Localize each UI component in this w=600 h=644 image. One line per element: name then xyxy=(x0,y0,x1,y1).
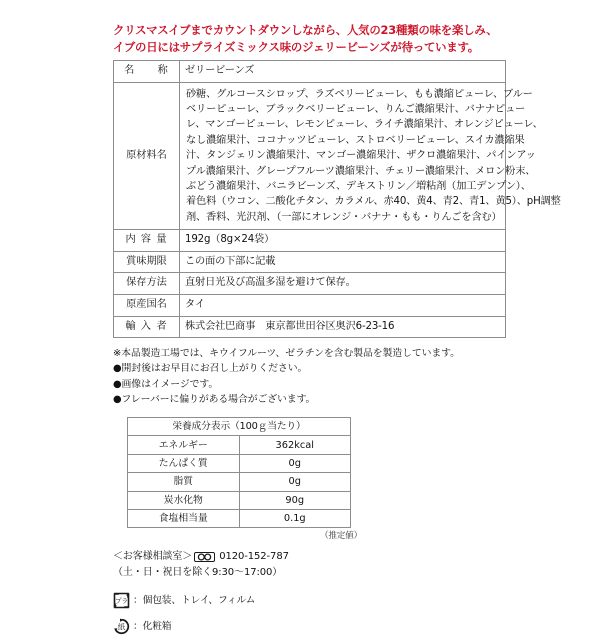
table-row xyxy=(128,454,351,472)
spec-label-importer: 輸 入 者 xyxy=(114,316,180,338)
paper-recycle-icon xyxy=(113,618,130,635)
promo-headline xyxy=(113,0,506,60)
table-row xyxy=(114,316,506,338)
ingredient-line: レ、マンゴーピューレ、レモンピューレ、ライチ濃縮果汁、オレンジピューレ、 xyxy=(186,119,543,131)
spec-value-name: ゼリービーンズ xyxy=(180,61,506,83)
nutrition-label-energy: エネルギー xyxy=(128,436,240,454)
spec-value-content-amount: 192g（8g×24袋） xyxy=(180,230,506,252)
nutrition-value-protein: 0g xyxy=(239,454,351,472)
contact-phone-number[interactable]: 0120-152-787 xyxy=(219,551,289,563)
nutrition-value-salt: 0.1g xyxy=(239,509,351,527)
note-flavor-distribution: ●フレーバーに偏りがある場合がございます。 xyxy=(113,393,316,405)
ingredient-line: 着色料（ウコン、二酸化チタン、カラメル、赤40、黄4、青2、青1、黄5）、pH調整 xyxy=(186,196,561,208)
promo-line-2: イブの日にはサプライズミックス味のジェリービーンズが待っています。 xyxy=(113,40,479,54)
nutrition-label-protein: たんぱく質 xyxy=(128,454,240,472)
table-row xyxy=(114,251,506,273)
ingredient-line: プル濃縮果汁、グレープフルーツ濃縮果汁、チェリー濃縮果汁、メロン粉末、 xyxy=(186,165,536,177)
spec-value-country-of-origin: タイ xyxy=(180,295,506,317)
table-row xyxy=(128,436,351,454)
spec-label-content-amount: 内 容 量 xyxy=(114,230,180,252)
table-row xyxy=(114,230,506,252)
nutrition-label-salt: 食塩相当量 xyxy=(128,509,240,527)
ingredient-line: 剤、香料、光沢剤、（一部にオレンジ・バナナ・もも・りんごを含む） xyxy=(186,211,502,223)
spec-value-best-before: この面の下部に記載 xyxy=(180,251,506,273)
spec-value-ingredients xyxy=(180,82,561,230)
svg-text:紙: 紙 xyxy=(117,622,126,632)
recycle-row-plastic xyxy=(113,592,506,609)
table-row xyxy=(128,473,351,491)
nutrition-footnote: （推定値） xyxy=(320,531,362,542)
spec-label-ingredients: 原材料名 xyxy=(114,82,180,230)
ingredient-line: なし濃縮果汁、ココナッツピューレ、ストロベリーピューレ、スイカ濃縮果 xyxy=(186,134,525,146)
svg-text:プラ: プラ xyxy=(115,597,128,606)
note-image-disclaimer: ●画像はイメージです。 xyxy=(113,378,219,390)
ingredient-line: ベリーピューレ、ブラックベリーピューレ、りんご濃縮果汁、バナナピュー xyxy=(186,104,526,115)
nutrition-value-fat: 0g xyxy=(239,473,351,491)
table-row xyxy=(114,295,506,317)
spec-label-storage: 保存方法 xyxy=(114,273,180,295)
spec-label-name: 名 称 xyxy=(114,61,180,83)
free-dial-icon xyxy=(194,552,215,562)
table-row xyxy=(114,273,506,295)
nutrition-facts-block xyxy=(127,417,351,528)
note-allergen-facility: ※本品製造工場では、キウイフルーツ、ゼラチンを含む製品を製造しています。 xyxy=(113,348,460,360)
contact-label: ＜お客様相談室＞ xyxy=(113,551,193,563)
spec-value-storage: 直射日光及び高温多湿を避けて保存。 xyxy=(180,273,506,295)
note-after-opening: ●開封後はお早目にお召し上がりください。 xyxy=(113,363,308,375)
nutrition-table-header: 栄養成分表示（100ｇ当たり） xyxy=(128,418,351,436)
spec-value-importer: 株式会社巴商事 東京都世田谷区奥沢6-23-16 xyxy=(180,316,506,338)
ingredient-line: 汁、タンジェリン濃縮果汁、マンゴー濃縮果汁、ザクロ濃縮果汁、パインアッ xyxy=(186,150,536,162)
table-row xyxy=(128,509,351,527)
nutrition-value-energy: 362kcal xyxy=(239,436,351,454)
spec-label-country-of-origin: 原産国名 xyxy=(114,295,180,317)
table-row xyxy=(114,61,506,83)
spec-label-best-before: 賞味期限 xyxy=(114,251,180,273)
recycling-marks-block xyxy=(113,592,506,635)
recycle-row-paper xyxy=(113,618,506,635)
contact-phone-row xyxy=(113,549,506,565)
promo-line-1: クリスマスイブまでカウントダウンしながら、人気の23種類の味を楽しみ、 xyxy=(113,23,498,37)
ingredient-line: 砂糖、グルコースシロップ、ラズベリーピューレ、もも濃縮ピューレ、ブルー xyxy=(186,88,533,100)
table-row xyxy=(128,418,351,436)
label-content xyxy=(113,0,561,644)
table-row xyxy=(114,82,506,230)
ingredient-line: ぶどう濃縮果汁、バニラビーンズ、デキストリン／増粘剤（加工デンプン）、 xyxy=(186,181,531,193)
nutrition-label-fat: 脂質 xyxy=(128,473,240,491)
contact-hours: （土・日・祝日を除く9:30〜17:00） xyxy=(113,566,283,578)
table-row xyxy=(128,491,351,509)
recycle-text-plastic: ：個包装、トレイ、フィルム xyxy=(133,595,256,607)
plastic-recycle-icon xyxy=(113,592,130,609)
recycle-text-paper: ：化粧箱 xyxy=(133,621,172,633)
nutrition-label-carbohydrate: 炭水化物 xyxy=(128,491,240,509)
nutrition-value-carbohydrate: 90g xyxy=(239,491,351,509)
product-spec-table xyxy=(113,60,561,338)
customer-contact-block xyxy=(113,549,506,580)
notes-block xyxy=(113,346,506,407)
nutrition-table xyxy=(127,417,351,528)
